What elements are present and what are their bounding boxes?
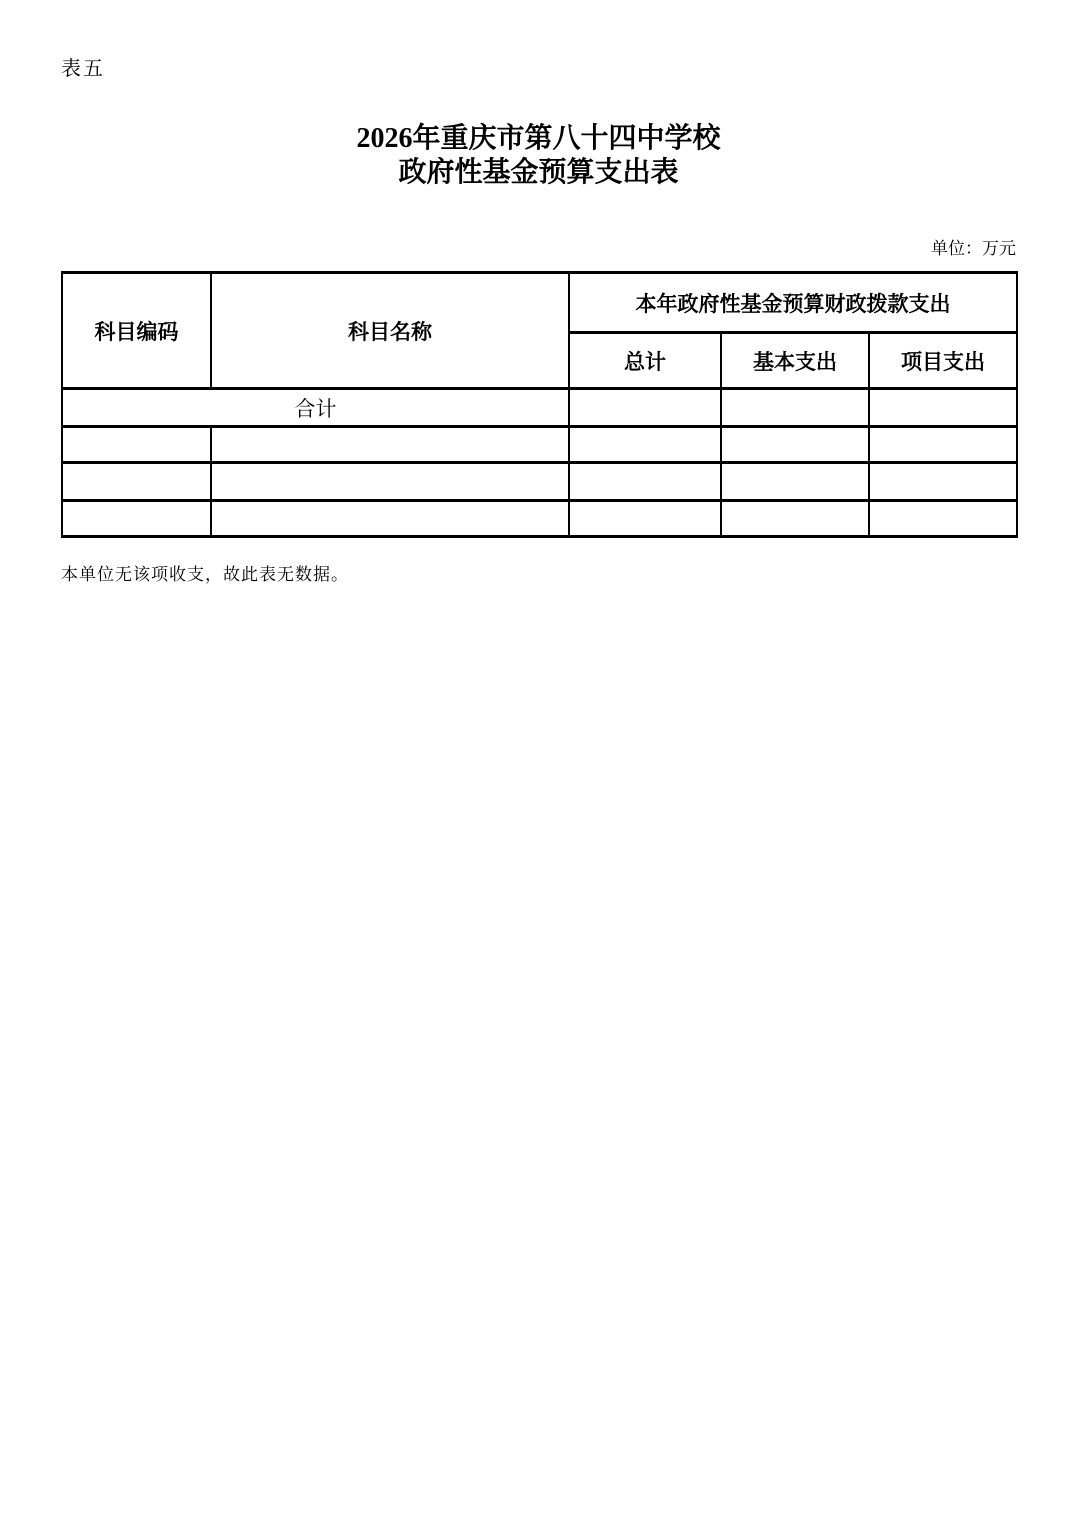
total-row-project-cell	[869, 389, 1017, 427]
row-project-cell	[869, 501, 1017, 537]
row-basic-cell	[721, 463, 869, 501]
unit-label: 单位：万元	[931, 239, 1016, 258]
row-total-cell	[569, 463, 721, 501]
header-project-expenditure: 项目支出	[869, 333, 1017, 389]
table-row	[62, 501, 1017, 537]
header-basic-expenditure: 基本支出	[721, 333, 869, 389]
form-number-label: 表五	[61, 58, 105, 80]
table-row	[62, 463, 1017, 501]
row-name-cell	[211, 463, 569, 501]
row-basic-cell	[721, 501, 869, 537]
row-code-cell	[62, 501, 211, 537]
row-total-cell	[569, 501, 721, 537]
total-row-total-cell	[569, 389, 721, 427]
total-row-basic-cell	[721, 389, 869, 427]
page-title	[61, 122, 1016, 190]
row-project-cell	[869, 427, 1017, 463]
header-subject-code: 科目编码	[62, 273, 211, 389]
title-line-2: 政府性基金预算支出表	[398, 157, 679, 188]
row-total-cell	[569, 427, 721, 463]
row-name-cell	[211, 501, 569, 537]
row-code-cell	[62, 427, 211, 463]
header-total: 总计	[569, 333, 721, 389]
header-subject-name: 科目名称	[211, 273, 569, 389]
row-code-cell	[62, 463, 211, 501]
row-basic-cell	[721, 427, 869, 463]
table-row	[62, 427, 1017, 463]
row-project-cell	[869, 463, 1017, 501]
header-expenditure-group: 本年政府性基金预算财政拨款支出	[569, 273, 1017, 333]
title-line-1: 2026年重庆市第八十四中学校	[356, 123, 721, 154]
header-row-1	[62, 273, 1017, 333]
total-row-label: 合计	[62, 389, 569, 427]
no-data-footnote: 本单位无该项收支，故此表无数据。	[61, 565, 349, 584]
budget-table	[61, 271, 1018, 538]
total-row	[62, 389, 1017, 427]
row-name-cell	[211, 427, 569, 463]
